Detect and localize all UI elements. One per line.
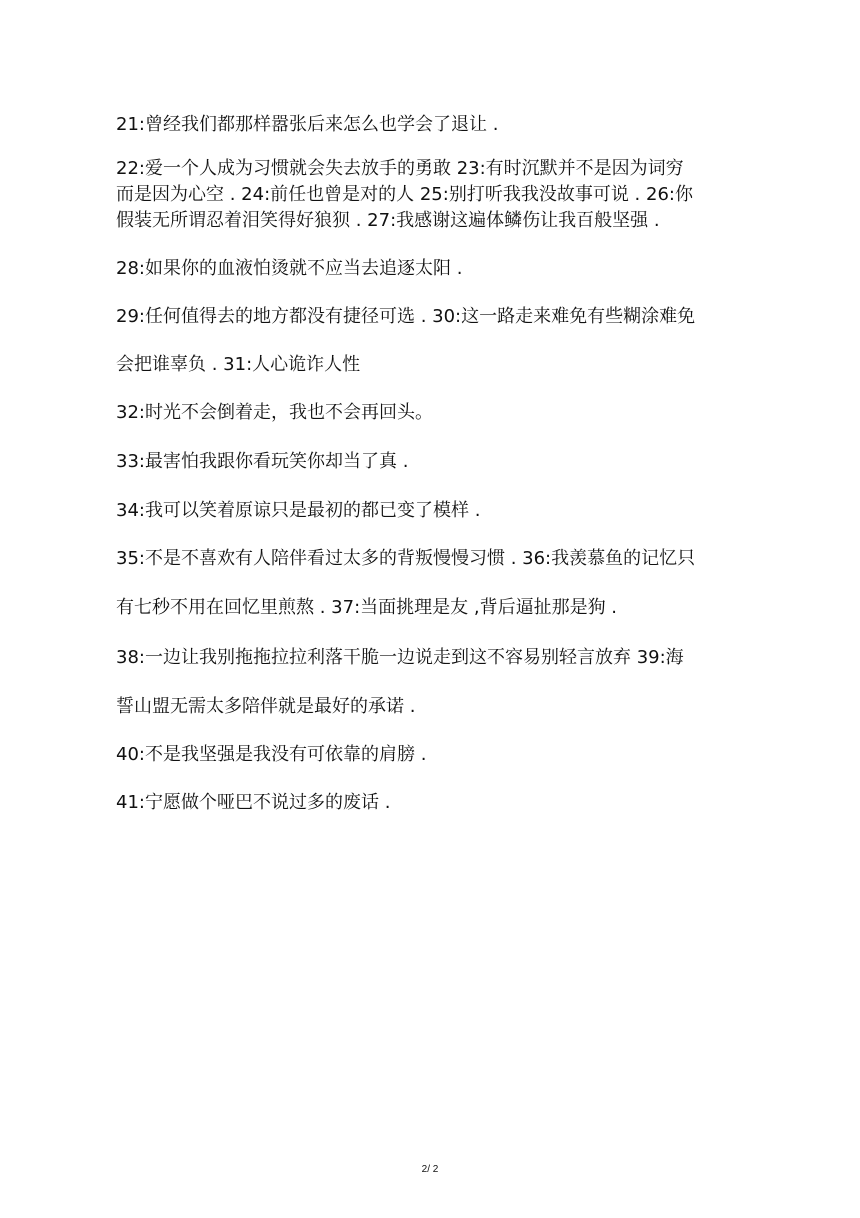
text-line: 会把谁辜负 . 31:人心诡诈人性 <box>116 354 361 375</box>
text-line: 41:宁愿做个哑巴不说过多的废话 . <box>116 792 391 813</box>
text-line: 誓山盟无需太多陪伴就是最好的承诺 . <box>116 696 416 717</box>
text-line: 22:爱一个人成为习惯就会失去放手的勇敢 23:有时沉默并不是因为词穷 <box>116 158 684 179</box>
page-number: 2/ 2 <box>421 1164 439 1175</box>
text-line: 而是因为心空 . 24:前任也曾是对的人 25:别打听我我没故事可说 . 26:你 <box>116 184 693 205</box>
text-line: 38:一边让我别拖拖拉拉利落干脆一边说走到这不容易别轻言放弃 39:海 <box>116 647 684 668</box>
text-line: 29:任何值得去的地方都没有捷径可选 . 30:这一路走来难免有些糊涂难免 <box>116 306 696 327</box>
text-line: 33:最害怕我跟你看玩笑你却当了真 . <box>116 451 409 472</box>
text-line: 34:我可以笑着原谅只是最初的都已变了模样 . <box>116 500 481 521</box>
text-line: 28:如果你的血液怕烫就不应当去追逐太阳 . <box>116 258 463 279</box>
text-line: 21:曾经我们都那样嚣张后来怎么也学会了退让 . <box>116 114 499 135</box>
text-line: 40:不是我坚强是我没有可依靠的肩膀 . <box>116 744 427 765</box>
text-line: 32:时光不会倒着走，我也不会再回头。 <box>116 402 433 423</box>
text-line: 假装无所谓忍着泪笑得好狼狈 . 27:我感谢这遍体鳞伤让我百般坚强 . <box>116 210 660 231</box>
text-line: 有七秒不用在回忆里煎熬 . 37:当面挑理是友 ,背后逼扯那是狗 . <box>116 597 618 618</box>
text-line: 35:不是不喜欢有人陪伴看过太多的背叛慢慢习惯 . 36:我羡慕鱼的记忆只 <box>116 548 696 569</box>
